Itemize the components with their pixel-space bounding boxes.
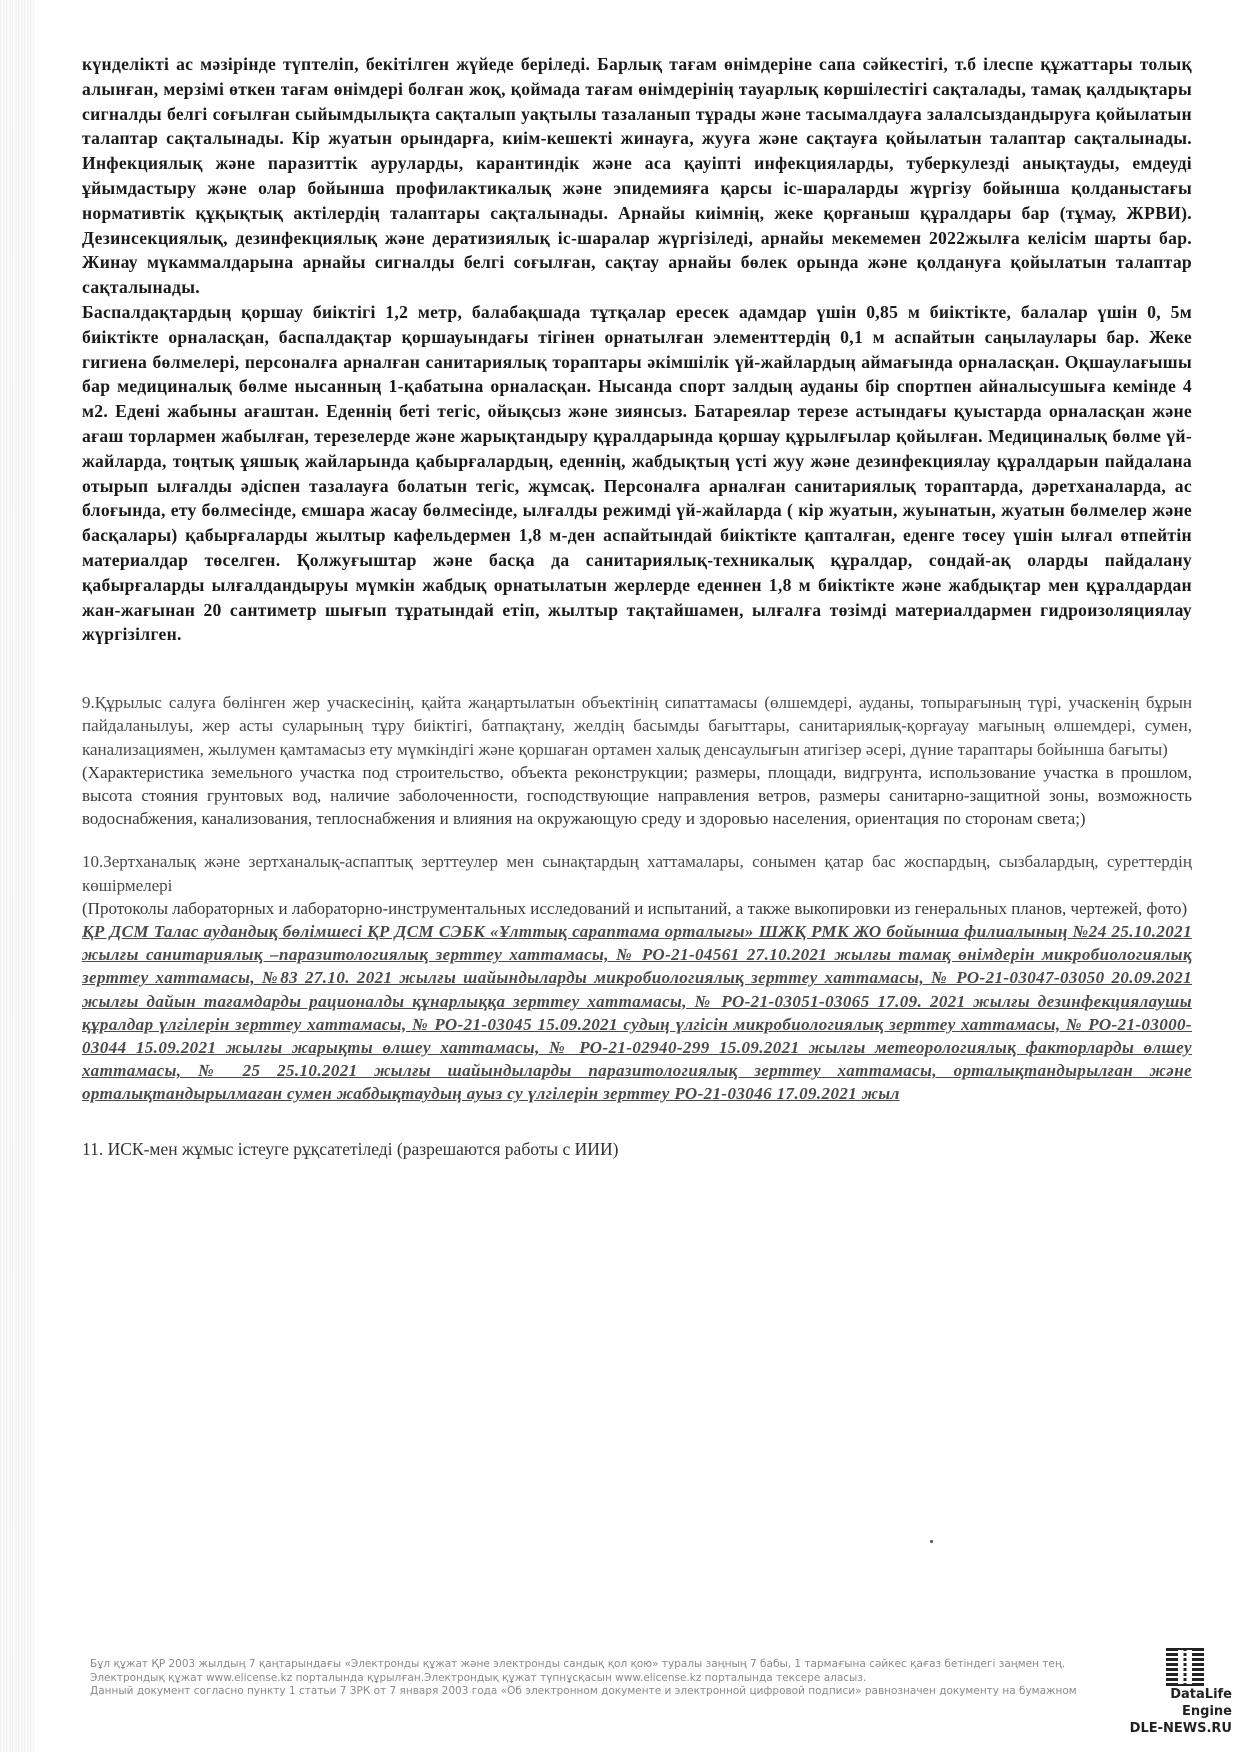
paragraph-food-hygiene: күнделікті ас мәзірінде түптеліп, бекітілген жүйеде беріледі. Барлық тағам өнімдеріне сапа сәйкестігі, т.б ілеспе құжаттары толық алынған, мерзімі өткен тағам өнімдері болған жоқ, қоймада тағам өнімдерінің тауарлық көршілестігі сақталады, тамақ қалдықтары сигналды белгі соғылған сыйымдылықта сақталып уақтылы тазаланып тұрады және тасымалдауға залалсыздандыруға қойылатын талаптар сақталынады. Кір жуатын орындарға, киім-кешекті жинауға, жууға және сақтауға қойылатын талаптар сақталынады. Инфекциялық және паразиттік ауруларды, карантиндік және аса қауіпті инфекцияларды, туберкулезді анықтауды, емдеуді ұйымдастыру және олар бойынша профилактикалық және эпидемияға қарсы іс-шараларды жүргізу бойынша қолданыстағы нормативтік құқықтық актілердің талаптары сақталынады. Арнайы киімнің, жеке қорғаныш құралдары бар (тұмау, ЖРВИ). Дезинсекциялық, дезинфекциялық және дератизиялық іс-шаралар жүргізіледі, арнайы мекемемен 2022жылға келісім шарты бар. Жинау мүкаммалдарына арнайы сигналды белгі соғылған, сақтау арнайы бөлек орында және қолдануға қойылатын талаптар сақталынады. <box>82 54 1192 298</box>
footer-legal-note <box>90 1658 1140 1699</box>
paragraph-building-requirements: Баспалдақтардың қоршау биіктігі 1,2 метр, балабақшада тұтқалар ересек адамдар үшін 0,85 м биіктікте, балалар үшін 0, 5м биіктікте орналасқан, баспалдақтар қоршауындағы тігінен орнатылған элементтердің 0,1 м аспайтын саңылаулары бар. Жеке гигиена бөлмелері, персоналға арналған санитариялық тораптары әкімшілік үй-жайлардың аймағында орналасқан. Оқшаулағышы бар медициналық бөлме нысанның 1-қабатына орналасқан. Нысанда спорт залдың ауданы бір спортпен айналысушыға кемінде 4 м2. Едені жабыны ағаштан. Еденнің беті тегіс, ойықсыз және зиянсыз. Батареялар терезе астындағы қуыстарда орналасқан және ағаш торлармен жабылған, терезелерде және жарықтандыру құралдарында қоршау құрылғылар қойылған. Медициналық бөлме үй-жайларда, тоңтық ұяшық жайларында қабырғалардың, еденнің, жабдықтың үсті жуу және дезинфекциялау құралдарын пайдалана отырып ылғалды әдіспен тазалауға болатын тегіс, жұмсақ. Персоналға арналған санитариялық торaптарда, дәретханаларда, ас блоғында, ету бөлмесінде, ємшара жасау бөлмесінде, ылғалды режимді үй-жайларда ( кір жуатын, жуынатын, жуатын бөлмелер және басқалары) қабырғаларды жылтыр кафельдермен 1,8 м-ден аспайтындай биіктікте қапталған, еденге төсеу үшін ылғал өтпейтін материалдар төселген. Қолжуғыштар және басқа да санитариялық-техникалық құралдар, сондай-ақ оларды пайдалану қабырғаларды ылғалдандыруы мүмкін жабдық орнатылатын жерлерде еденнен 1,8 м биіктікте және жабдықтар мен құралдардан жан-жағынан 20 сантиметр шығып тұратындай етіп, жылтыр тақтайшамен, ылғалға төзімді материалдармен гидроизоляциялау жүргізілген. <box>82 301 1192 645</box>
protocols-list: ҚР ДСМ Талас аудандық бөлімшесі ҚР ДСМ СЭБК «Ұлттық сараптама орталығы» ШЖҚ РМК ЖО бойынша филиалының №24 25.10.2021 жылғы санитариялық –паразитологиялық зерттеу хаттамасы, № РО-21-04561 27.10.2021 жылғы тамақ өнімдерін микробиологиялық зерттеу хаттамасы, №83 27.10. 2021 жылғы шайындыларды микробиологиялық зерттеу хаттамасы, № РО-21-03047-03050 20.09.2021 жылғы дайын тағамдарды рационалды құнарлыққа зерттеу хаттамасы, № РО-21-03051-03065 17.09. 2021 жылғы дезинфекциялаушы құралдар үлгілерін зерттеу хаттамасы, № РО-21-03045 15.09.2021 судың үлгісін микробиологиялық зерттеу хаттамасы, № РО-21-03000-03044 15.09.2021 жылғы жарықты өлшеу хаттамасы, № РО-21-02940-299 15.09.2021 жылғы метеорологиялық факторларды өлшеу хаттамасы, № 25 25.10.2021 жылғы шайындыларды паразитологиялық зерттеу хаттамасы, орталықтандырылған және орталықтандырылмаған сумен жабдықтаудың ауыз су үлгілерін зерттеу РО-21-03046 17.09.2021 жыл <box>82 921 1192 1104</box>
document-page <box>82 52 1192 1161</box>
speck <box>930 1540 933 1543</box>
footer-line: Электрондық құжат www.elicense.kz порталында құрылған.Электрондық құжат түпнұсқасын www.elicense.kz порталында тексере аласыз. <box>90 1671 867 1684</box>
section-9 <box>82 691 1192 830</box>
section-9-ru: (Характеристика земельного участка под строительство, объекта реконструкции; размеры, площади, видгрунта, использование участка в прошлом, высота стояния грунтовых вод, наличие заболоченности, господствующие направления ветров, размеры санитарно-защитной зоны, возможность водоснабжения, канализования, теплоснабжения и влияния на окружающую среду и здоровью населения, ориентация по сторонам света;) <box>82 762 1192 829</box>
watermark-line-1: DataLife Engine <box>1170 1687 1232 1719</box>
main-text-block <box>82 52 1192 647</box>
section-10-ru: (Протоколы лабораторных и лабораторно-инструментальных исследований и испытаний, а также выкопировки из генеральных планов, чертежей, фото) <box>82 898 1188 918</box>
qr-code-icon <box>1166 1648 1204 1686</box>
watermark-line-2: DLE-NEWS.RU <box>1129 1721 1232 1736</box>
section-10-kz: 10.Зертханалық және зертханалық-аспаптық зерттеулер мен сынақтардың хаттамалары, сонымен қатар бас жоспардың, сызбалардың, суреттердің көшірмелері <box>82 852 1192 895</box>
footer-line: Бұл құжат ҚР 2003 жылдың 7 қаңтарындағы «Электронды құжат және электронды сандық қол қою» туралы заңның 7 бабы, 1 тармағына сәйкес қағаз бетіндегі заңмен тең. <box>90 1658 1066 1670</box>
scan-edge <box>0 0 34 1752</box>
section-10 <box>82 850 1192 1105</box>
section-11-text: 11. ИСК-мен жұмыс істеуге рұқсатетіледі (разрешаются работы с ИИИ) <box>82 1138 619 1159</box>
footer-line: Данный документ согласно пункту 1 статьи 7 ЗРК от 7 января 2003 года «Об электронном документе и электронной цифровой подписи» равнозначен документу на бумажном <box>90 1685 1077 1698</box>
watermark <box>1120 1686 1232 1737</box>
section-9-kz: 9.Құрылыс салуға бөлінген жер учаскесінің, қайта жаңартылатын объектінің сипаттамасы (өлшемдері, ауданы, топырағының түрі, учаскенің бұрын пайдаланылуы, жер асты суларының тұру биіктігі, батпақтану, желдің басымды бағыттары, санитариялық-қорғауау мағының өлшемдері, сумен, канализациямен, жылумен қамтамасыз ету мүмкіндігі және қоршаған ортамен халық денсаулығын атигізер әсері, дүние тараптары бойынша бағыты) <box>82 693 1192 759</box>
section-11 <box>82 1138 1192 1161</box>
